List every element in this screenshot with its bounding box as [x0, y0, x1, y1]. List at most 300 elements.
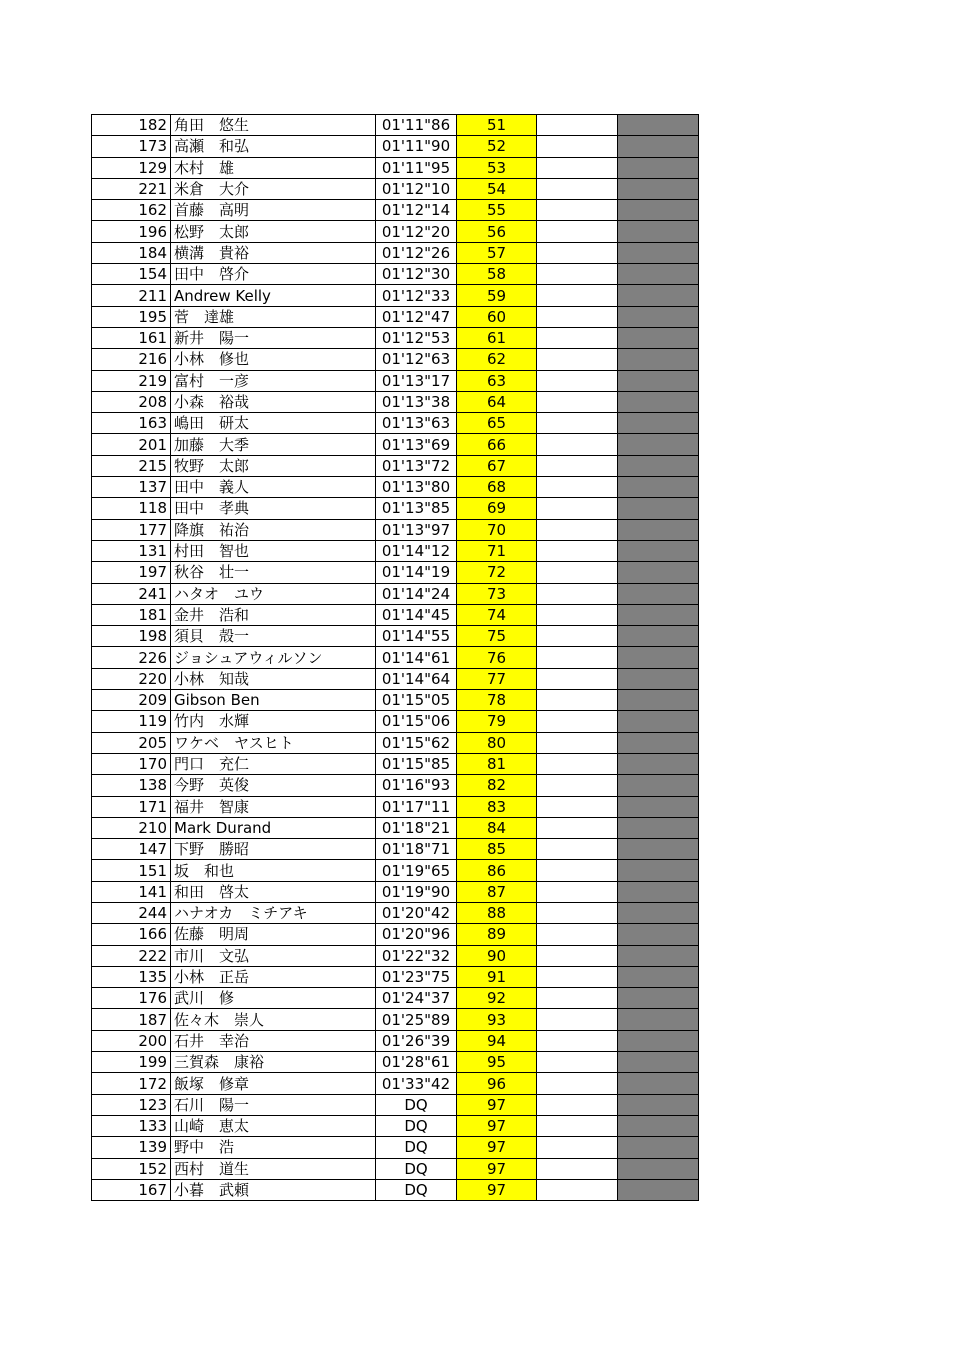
table-row — [92, 647, 699, 668]
time-cell: 01'14"55 — [376, 626, 457, 647]
rank-cell: 51 — [457, 115, 537, 136]
time-cell: 01'14"45 — [376, 604, 457, 625]
bib-number-cell: 118 — [92, 498, 171, 519]
blank-cell — [537, 647, 618, 668]
time-cell: 01'14"24 — [376, 583, 457, 604]
blank-cell — [537, 1137, 618, 1158]
gray-cell — [618, 285, 699, 306]
athlete-name-cell: Gibson Ben — [171, 690, 376, 711]
time-cell: 01'15"05 — [376, 690, 457, 711]
rank-cell: 80 — [457, 732, 537, 753]
rank-cell: 65 — [457, 413, 537, 434]
rank-cell: 75 — [457, 626, 537, 647]
athlete-name-cell: 佐々木 崇人 — [171, 1009, 376, 1030]
athlete-name-cell: 山崎 恵太 — [171, 1115, 376, 1136]
bib-number-cell: 211 — [92, 285, 171, 306]
blank-cell — [537, 455, 618, 476]
gray-cell — [618, 583, 699, 604]
table-row — [92, 327, 699, 348]
athlete-name-cell: 高瀬 和弘 — [171, 136, 376, 157]
gray-cell — [618, 860, 699, 881]
table-row — [92, 1179, 699, 1200]
time-cell: 01'20"42 — [376, 902, 457, 923]
athlete-name-cell: 小森 裕哉 — [171, 391, 376, 412]
rank-cell: 56 — [457, 221, 537, 242]
bib-number-cell: 220 — [92, 668, 171, 689]
rank-cell: 68 — [457, 477, 537, 498]
table-row — [92, 753, 699, 774]
athlete-name-cell: 木村 雄 — [171, 157, 376, 178]
table-row — [92, 945, 699, 966]
bib-number-cell: 119 — [92, 711, 171, 732]
blank-cell — [537, 477, 618, 498]
time-cell: DQ — [376, 1094, 457, 1115]
blank-cell — [537, 434, 618, 455]
gray-cell — [618, 157, 699, 178]
time-cell: 01'12"47 — [376, 306, 457, 327]
time-cell: 01'12"63 — [376, 349, 457, 370]
rank-cell: 54 — [457, 178, 537, 199]
gray-cell — [618, 988, 699, 1009]
gray-cell — [618, 753, 699, 774]
gray-cell — [618, 498, 699, 519]
gray-cell — [618, 1179, 699, 1200]
time-cell: 01'13"97 — [376, 519, 457, 540]
table-row — [92, 1073, 699, 1094]
athlete-name-cell: ハタオ ユウ — [171, 583, 376, 604]
gray-cell — [618, 413, 699, 434]
time-cell: 01'12"26 — [376, 242, 457, 263]
table-row — [92, 1137, 699, 1158]
table-row — [92, 178, 699, 199]
bib-number-cell: 138 — [92, 775, 171, 796]
gray-cell — [618, 306, 699, 327]
blank-cell — [537, 881, 618, 902]
table-row — [92, 306, 699, 327]
gray-cell — [618, 839, 699, 860]
table-row — [92, 477, 699, 498]
athlete-name-cell: 小林 正岳 — [171, 966, 376, 987]
table-row — [92, 1030, 699, 1051]
athlete-name-cell: 降旗 祐治 — [171, 519, 376, 540]
time-cell: 01'14"61 — [376, 647, 457, 668]
blank-cell — [537, 966, 618, 987]
rank-cell: 67 — [457, 455, 537, 476]
bib-number-cell: 205 — [92, 732, 171, 753]
bib-number-cell: 197 — [92, 562, 171, 583]
blank-cell — [537, 690, 618, 711]
table-row — [92, 711, 699, 732]
bib-number-cell: 147 — [92, 839, 171, 860]
bib-number-cell: 172 — [92, 1073, 171, 1094]
athlete-name-cell: 飯塚 修章 — [171, 1073, 376, 1094]
blank-cell — [537, 839, 618, 860]
athlete-name-cell: 竹内 水輝 — [171, 711, 376, 732]
table-row — [92, 1094, 699, 1115]
bib-number-cell: 163 — [92, 413, 171, 434]
bib-number-cell: 201 — [92, 434, 171, 455]
blank-cell — [537, 668, 618, 689]
gray-cell — [618, 370, 699, 391]
gray-cell — [618, 924, 699, 945]
athlete-name-cell: 門口 充仁 — [171, 753, 376, 774]
rank-cell: 57 — [457, 242, 537, 263]
time-cell: 01'22"32 — [376, 945, 457, 966]
table-row — [92, 668, 699, 689]
athlete-name-cell: 牧野 太郎 — [171, 455, 376, 476]
blank-cell — [537, 1158, 618, 1179]
time-cell: DQ — [376, 1137, 457, 1158]
athlete-name-cell: 小林 知哉 — [171, 668, 376, 689]
athlete-name-cell: 西村 道生 — [171, 1158, 376, 1179]
table-row — [92, 264, 699, 285]
gray-cell — [618, 732, 699, 753]
gray-cell — [618, 1158, 699, 1179]
rank-cell: 52 — [457, 136, 537, 157]
bib-number-cell: 196 — [92, 221, 171, 242]
table-row — [92, 391, 699, 412]
blank-cell — [537, 1179, 618, 1200]
rank-cell: 63 — [457, 370, 537, 391]
time-cell: 01'13"17 — [376, 370, 457, 391]
bib-number-cell: 182 — [92, 115, 171, 136]
table-row — [92, 498, 699, 519]
gray-cell — [618, 264, 699, 285]
blank-cell — [537, 157, 618, 178]
table-row — [92, 902, 699, 923]
time-cell: 01'14"64 — [376, 668, 457, 689]
athlete-name-cell: 今野 英俊 — [171, 775, 376, 796]
blank-cell — [537, 945, 618, 966]
table-row — [92, 349, 699, 370]
gray-cell — [618, 690, 699, 711]
gray-cell — [618, 562, 699, 583]
gray-cell — [618, 327, 699, 348]
bib-number-cell: 215 — [92, 455, 171, 476]
bib-number-cell: 210 — [92, 817, 171, 838]
athlete-name-cell: ワケベ ヤスヒト — [171, 732, 376, 753]
table-row — [92, 115, 699, 136]
results-table — [91, 114, 699, 1201]
bib-number-cell: 137 — [92, 477, 171, 498]
athlete-name-cell: 秋谷 壮一 — [171, 562, 376, 583]
table-row — [92, 1158, 699, 1179]
gray-cell — [618, 966, 699, 987]
blank-cell — [537, 370, 618, 391]
rank-cell: 58 — [457, 264, 537, 285]
rank-cell: 96 — [457, 1073, 537, 1094]
athlete-name-cell: ハナオカ ミチアキ — [171, 902, 376, 923]
blank-cell — [537, 604, 618, 625]
time-cell: 01'28"61 — [376, 1052, 457, 1073]
time-cell: 01'17"11 — [376, 796, 457, 817]
bib-number-cell: 133 — [92, 1115, 171, 1136]
blank-cell — [537, 540, 618, 561]
blank-cell — [537, 349, 618, 370]
gray-cell — [618, 434, 699, 455]
bib-number-cell: 216 — [92, 349, 171, 370]
time-cell: 01'13"38 — [376, 391, 457, 412]
rank-cell: 93 — [457, 1009, 537, 1030]
blank-cell — [537, 306, 618, 327]
table-row — [92, 221, 699, 242]
bib-number-cell: 139 — [92, 1137, 171, 1158]
rank-cell: 91 — [457, 966, 537, 987]
time-cell: 01'12"30 — [376, 264, 457, 285]
athlete-name-cell: 佐藤 明周 — [171, 924, 376, 945]
time-cell: 01'18"71 — [376, 839, 457, 860]
gray-cell — [618, 1052, 699, 1073]
table-row — [92, 157, 699, 178]
blank-cell — [537, 1052, 618, 1073]
blank-cell — [537, 285, 618, 306]
rank-cell: 53 — [457, 157, 537, 178]
table-row — [92, 966, 699, 987]
blank-cell — [537, 413, 618, 434]
time-cell: 01'11"90 — [376, 136, 457, 157]
rank-cell: 61 — [457, 327, 537, 348]
athlete-name-cell: 三賀森 康裕 — [171, 1052, 376, 1073]
gray-cell — [618, 1115, 699, 1136]
table-row — [92, 924, 699, 945]
rank-cell: 76 — [457, 647, 537, 668]
time-cell: 01'26"39 — [376, 1030, 457, 1051]
bib-number-cell: 131 — [92, 540, 171, 561]
rank-cell: 66 — [457, 434, 537, 455]
time-cell: 01'14"12 — [376, 540, 457, 561]
athlete-name-cell: 市川 文弘 — [171, 945, 376, 966]
rank-cell: 59 — [457, 285, 537, 306]
table-row — [92, 519, 699, 540]
athlete-name-cell: 田中 孝典 — [171, 498, 376, 519]
rank-cell: 78 — [457, 690, 537, 711]
table-row — [92, 626, 699, 647]
time-cell: 01'12"20 — [376, 221, 457, 242]
bib-number-cell: 244 — [92, 902, 171, 923]
time-cell: 01'18"21 — [376, 817, 457, 838]
time-cell: 01'24"37 — [376, 988, 457, 1009]
rank-cell: 97 — [457, 1137, 537, 1158]
table-row — [92, 562, 699, 583]
table-row — [92, 881, 699, 902]
gray-cell — [618, 1073, 699, 1094]
blank-cell — [537, 1073, 618, 1094]
bib-number-cell: 152 — [92, 1158, 171, 1179]
rank-cell: 55 — [457, 200, 537, 221]
time-cell: DQ — [376, 1179, 457, 1200]
rank-cell: 79 — [457, 711, 537, 732]
gray-cell — [618, 711, 699, 732]
rank-cell: 70 — [457, 519, 537, 540]
gray-cell — [618, 519, 699, 540]
bib-number-cell: 226 — [92, 647, 171, 668]
athlete-name-cell: 坂 和也 — [171, 860, 376, 881]
table-row — [92, 839, 699, 860]
blank-cell — [537, 498, 618, 519]
bib-number-cell: 184 — [92, 242, 171, 263]
bib-number-cell: 208 — [92, 391, 171, 412]
gray-cell — [618, 775, 699, 796]
bib-number-cell: 176 — [92, 988, 171, 1009]
gray-cell — [618, 1137, 699, 1158]
athlete-name-cell: 横溝 貴裕 — [171, 242, 376, 263]
time-cell: 01'12"53 — [376, 327, 457, 348]
time-cell: 01'20"96 — [376, 924, 457, 945]
gray-cell — [618, 242, 699, 263]
bib-number-cell: 161 — [92, 327, 171, 348]
blank-cell — [537, 327, 618, 348]
time-cell: 01'13"85 — [376, 498, 457, 519]
time-cell: 01'13"63 — [376, 413, 457, 434]
table-row — [92, 1052, 699, 1073]
table-row — [92, 732, 699, 753]
gray-cell — [618, 796, 699, 817]
table-row — [92, 796, 699, 817]
table-row — [92, 455, 699, 476]
time-cell: 01'19"90 — [376, 881, 457, 902]
gray-cell — [618, 1009, 699, 1030]
gray-cell — [618, 349, 699, 370]
table-row — [92, 540, 699, 561]
rank-cell: 94 — [457, 1030, 537, 1051]
time-cell: 01'11"86 — [376, 115, 457, 136]
rank-cell: 90 — [457, 945, 537, 966]
rank-cell: 97 — [457, 1158, 537, 1179]
gray-cell — [618, 391, 699, 412]
table-row — [92, 242, 699, 263]
table-row — [92, 690, 699, 711]
rank-cell: 95 — [457, 1052, 537, 1073]
blank-cell — [537, 562, 618, 583]
bib-number-cell: 219 — [92, 370, 171, 391]
blank-cell — [537, 1009, 618, 1030]
time-cell: 01'15"06 — [376, 711, 457, 732]
blank-cell — [537, 860, 618, 881]
time-cell: 01'15"62 — [376, 732, 457, 753]
gray-cell — [618, 221, 699, 242]
blank-cell — [537, 732, 618, 753]
blank-cell — [537, 796, 618, 817]
athlete-name-cell: 嶋田 研太 — [171, 413, 376, 434]
athlete-name-cell: 村田 智也 — [171, 540, 376, 561]
athlete-name-cell: 新井 陽一 — [171, 327, 376, 348]
time-cell: DQ — [376, 1158, 457, 1179]
time-cell: 01'25"89 — [376, 1009, 457, 1030]
table-row — [92, 775, 699, 796]
athlete-name-cell: 武川 修 — [171, 988, 376, 1009]
blank-cell — [537, 817, 618, 838]
gray-cell — [618, 1030, 699, 1051]
athlete-name-cell: 石井 幸治 — [171, 1030, 376, 1051]
gray-cell — [618, 115, 699, 136]
bib-number-cell: 162 — [92, 200, 171, 221]
time-cell: 01'12"14 — [376, 200, 457, 221]
bib-number-cell: 222 — [92, 945, 171, 966]
athlete-name-cell: 須貝 殻一 — [171, 626, 376, 647]
time-cell: 01'13"80 — [376, 477, 457, 498]
rank-cell: 92 — [457, 988, 537, 1009]
athlete-name-cell: 下野 勝昭 — [171, 839, 376, 860]
rank-cell: 72 — [457, 562, 537, 583]
time-cell: 01'12"10 — [376, 178, 457, 199]
time-cell: DQ — [376, 1115, 457, 1136]
table-row — [92, 583, 699, 604]
rank-cell: 85 — [457, 839, 537, 860]
time-cell: 01'13"72 — [376, 455, 457, 476]
bib-number-cell: 151 — [92, 860, 171, 881]
athlete-name-cell: 石川 陽一 — [171, 1094, 376, 1115]
gray-cell — [618, 455, 699, 476]
time-cell: 01'14"19 — [376, 562, 457, 583]
table-row — [92, 860, 699, 881]
rank-cell: 69 — [457, 498, 537, 519]
blank-cell — [537, 711, 618, 732]
blank-cell — [537, 902, 618, 923]
bib-number-cell: 167 — [92, 1179, 171, 1200]
rank-cell: 82 — [457, 775, 537, 796]
rank-cell: 97 — [457, 1094, 537, 1115]
athlete-name-cell: 田中 啓介 — [171, 264, 376, 285]
bib-number-cell: 135 — [92, 966, 171, 987]
rank-cell: 84 — [457, 817, 537, 838]
rank-cell: 81 — [457, 753, 537, 774]
athlete-name-cell: 角田 悠生 — [171, 115, 376, 136]
bib-number-cell: 181 — [92, 604, 171, 625]
time-cell: 01'19"65 — [376, 860, 457, 881]
table-row — [92, 988, 699, 1009]
gray-cell — [618, 881, 699, 902]
blank-cell — [537, 583, 618, 604]
gray-cell — [618, 477, 699, 498]
blank-cell — [537, 519, 618, 540]
athlete-name-cell: 田中 義人 — [171, 477, 376, 498]
athlete-name-cell: 金井 浩和 — [171, 604, 376, 625]
bib-number-cell: 123 — [92, 1094, 171, 1115]
bib-number-cell: 195 — [92, 306, 171, 327]
blank-cell — [537, 988, 618, 1009]
athlete-name-cell: 松野 太郎 — [171, 221, 376, 242]
rank-cell: 89 — [457, 924, 537, 945]
gray-cell — [618, 626, 699, 647]
rank-cell: 71 — [457, 540, 537, 561]
blank-cell — [537, 178, 618, 199]
bib-number-cell: 199 — [92, 1052, 171, 1073]
rank-cell: 88 — [457, 902, 537, 923]
bib-number-cell: 166 — [92, 924, 171, 945]
athlete-name-cell: 小林 修也 — [171, 349, 376, 370]
blank-cell — [537, 1094, 618, 1115]
bib-number-cell: 170 — [92, 753, 171, 774]
rank-cell: 62 — [457, 349, 537, 370]
athlete-name-cell: 野中 浩 — [171, 1137, 376, 1158]
table-row — [92, 370, 699, 391]
bib-number-cell: 173 — [92, 136, 171, 157]
gray-cell — [618, 136, 699, 157]
gray-cell — [618, 945, 699, 966]
athlete-name-cell: Andrew Kelly — [171, 285, 376, 306]
bib-number-cell: 221 — [92, 178, 171, 199]
time-cell: 01'33"42 — [376, 1073, 457, 1094]
results-table-body — [92, 115, 699, 1201]
blank-cell — [537, 136, 618, 157]
athlete-name-cell: 首藤 高明 — [171, 200, 376, 221]
gray-cell — [618, 902, 699, 923]
gray-cell — [618, 178, 699, 199]
table-row — [92, 413, 699, 434]
table-row — [92, 434, 699, 455]
rank-cell: 87 — [457, 881, 537, 902]
athlete-name-cell: 菅 達雄 — [171, 306, 376, 327]
